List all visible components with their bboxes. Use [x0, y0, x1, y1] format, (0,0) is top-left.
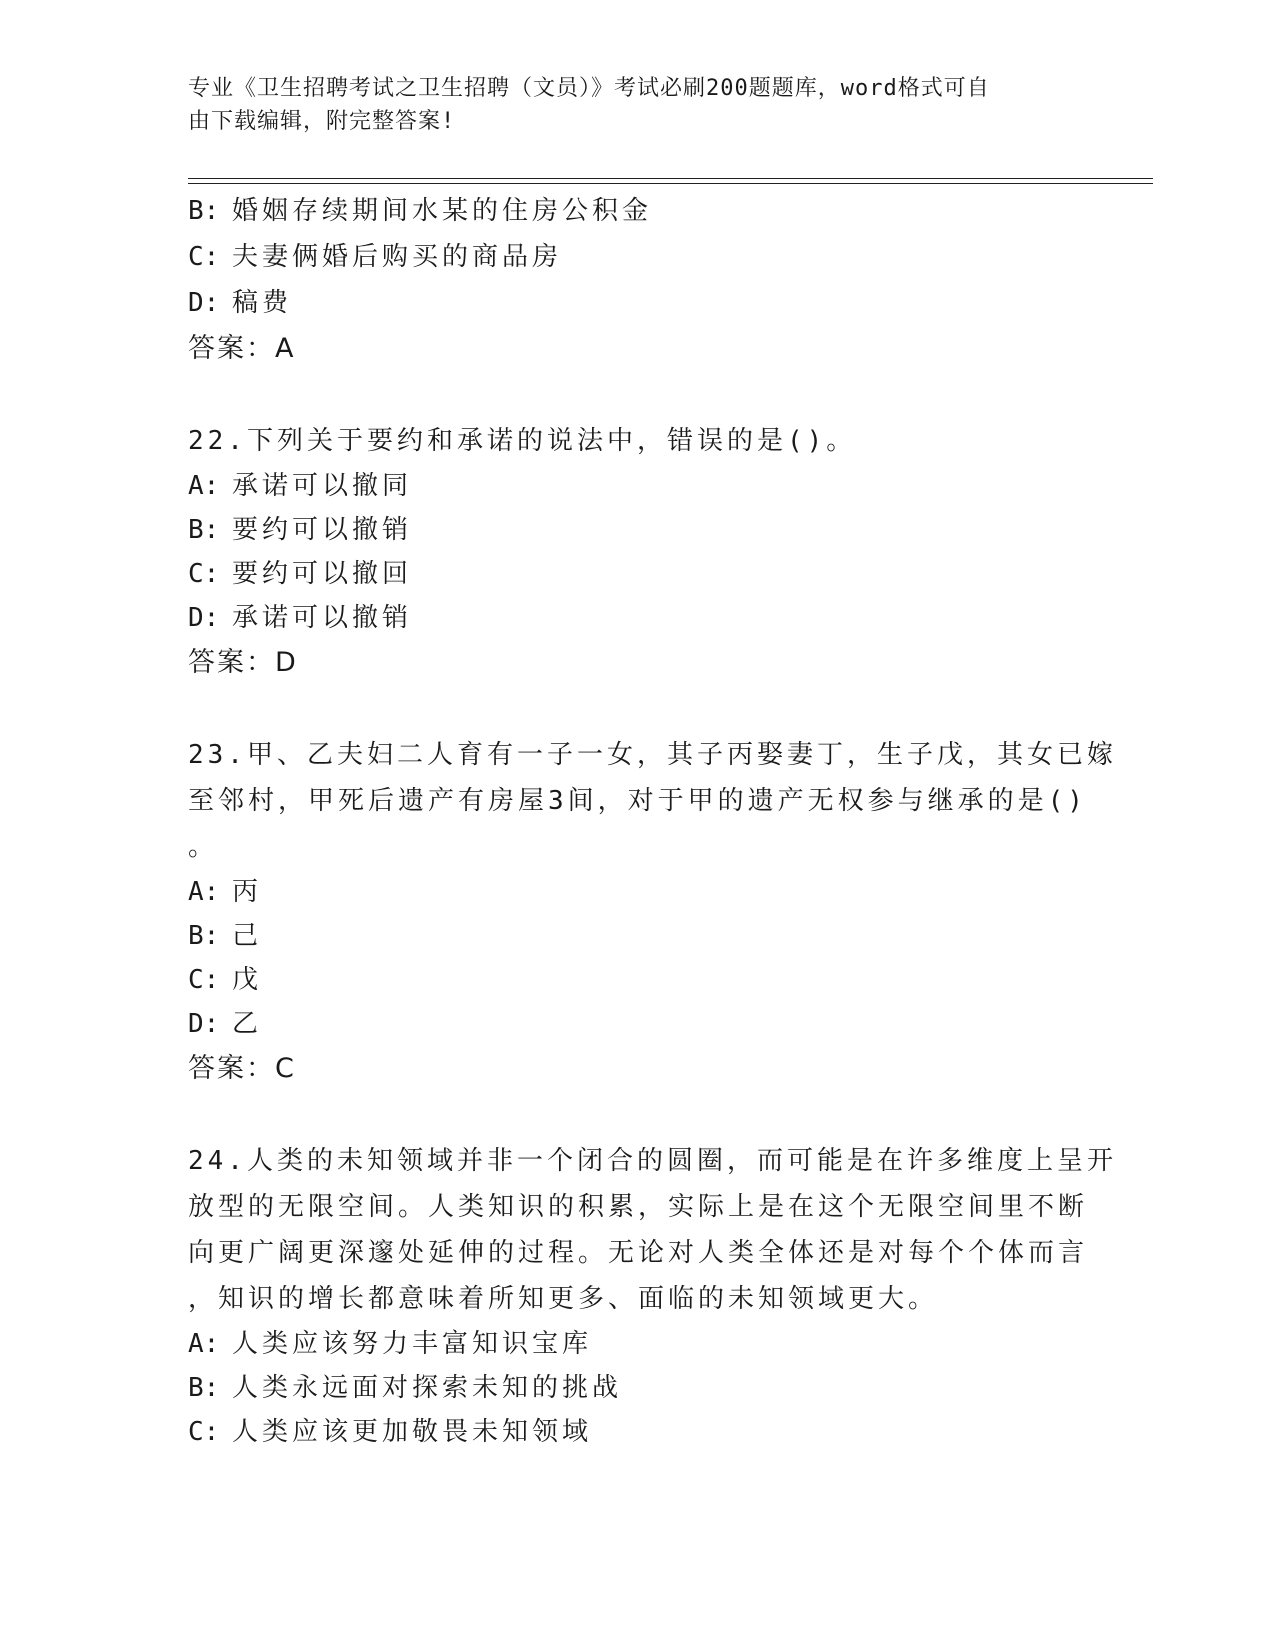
option-label: C:	[188, 1417, 220, 1447]
option-text: 稿费	[232, 288, 293, 318]
spacer	[188, 686, 1088, 732]
option-label: A:	[188, 471, 220, 501]
option-b	[188, 508, 1088, 552]
option-c	[188, 552, 1088, 596]
option-label: C:	[188, 559, 220, 589]
answer-22: 答案：D	[188, 647, 298, 678]
option-b	[188, 188, 1088, 234]
question-stem-line: 。	[188, 832, 219, 862]
option-a	[188, 1322, 1088, 1366]
question-stem-line: 向更广阔更深邃处延伸的过程。无论对人类全体还是对每个个体而言	[188, 1238, 1089, 1268]
option-text: 丙	[232, 877, 263, 907]
option-text: 婚姻存续期间水某的住房公积金	[232, 196, 653, 226]
header-rule-top	[188, 178, 1153, 179]
header-line-2: 由下载编辑，附完整答案!	[188, 109, 456, 134]
question-23	[188, 732, 1117, 1092]
answer-21: 答案：A	[188, 333, 296, 364]
option-d	[188, 280, 1088, 326]
spacer	[188, 372, 1088, 418]
option-label: B:	[188, 1373, 220, 1403]
header-rule-bottom	[188, 183, 1153, 184]
option-text: 人类应该更加敬畏未知领域	[232, 1417, 593, 1447]
option-text: 要约可以撤销	[232, 515, 413, 545]
question-24	[188, 1138, 1117, 1454]
question-stem-line: 放型的无限空间。人类知识的积累，实际上是在这个无限空间里不断	[188, 1192, 1089, 1222]
question-stem-line: 至邻村，甲死后遗产有房屋3间，对于甲的遗产无权参与继承的是()	[188, 786, 1087, 816]
option-label: D:	[188, 603, 220, 633]
option-label: C:	[188, 242, 220, 272]
option-text: 人类应该努力丰富知识宝库	[232, 1329, 593, 1359]
question-22	[188, 418, 1088, 686]
option-text: 乙	[232, 1009, 263, 1039]
question-stem-line: 24.人类的未知领域并非一个闭合的圆圈，而可能是在许多维度上呈开	[188, 1146, 1117, 1176]
option-label: D:	[188, 288, 220, 318]
header-line-1: 专业《卫生招聘考试之卫生招聘（文员）》考试必刷200题题库，word格式可自	[188, 76, 990, 101]
option-c	[188, 1410, 1088, 1454]
option-c	[188, 234, 1088, 280]
option-text: 夫妻俩婚后购买的商品房	[232, 242, 563, 272]
option-text: 承诺可以撤销	[232, 603, 413, 633]
option-a	[188, 870, 1088, 914]
option-d	[188, 596, 1088, 640]
option-text: 人类永远面对探索未知的挑战	[232, 1373, 623, 1403]
option-a	[188, 464, 1088, 508]
question-21-options	[188, 188, 1088, 372]
option-text: 戊	[232, 965, 263, 995]
answer-23: 答案：C	[188, 1053, 296, 1084]
option-label: C:	[188, 965, 220, 995]
option-label: D:	[188, 1009, 220, 1039]
option-label: A:	[188, 877, 220, 907]
option-label: B:	[188, 196, 220, 226]
option-text: 承诺可以撤同	[232, 471, 413, 501]
option-b	[188, 914, 1088, 958]
option-label: A:	[188, 1329, 220, 1359]
option-c	[188, 958, 1088, 1002]
option-text: 要约可以撤回	[232, 559, 413, 589]
question-stem-line: ，知识的增长都意味着所知更多、面临的未知领域更大。	[188, 1284, 939, 1314]
question-stem: 22.下列关于要约和承诺的说法中，错误的是()。	[188, 426, 857, 456]
option-label: B:	[188, 921, 220, 951]
option-d	[188, 1002, 1088, 1046]
option-b	[188, 1366, 1088, 1410]
spacer	[188, 1092, 1088, 1138]
option-label: B:	[188, 515, 220, 545]
question-list	[188, 188, 1117, 1454]
question-stem-line: 23.甲、乙夫妇二人育有一子一女，其子丙娶妻丁，生子戊，其女已嫁	[188, 740, 1117, 770]
document-header	[188, 72, 1068, 138]
option-text: 己	[232, 921, 263, 951]
